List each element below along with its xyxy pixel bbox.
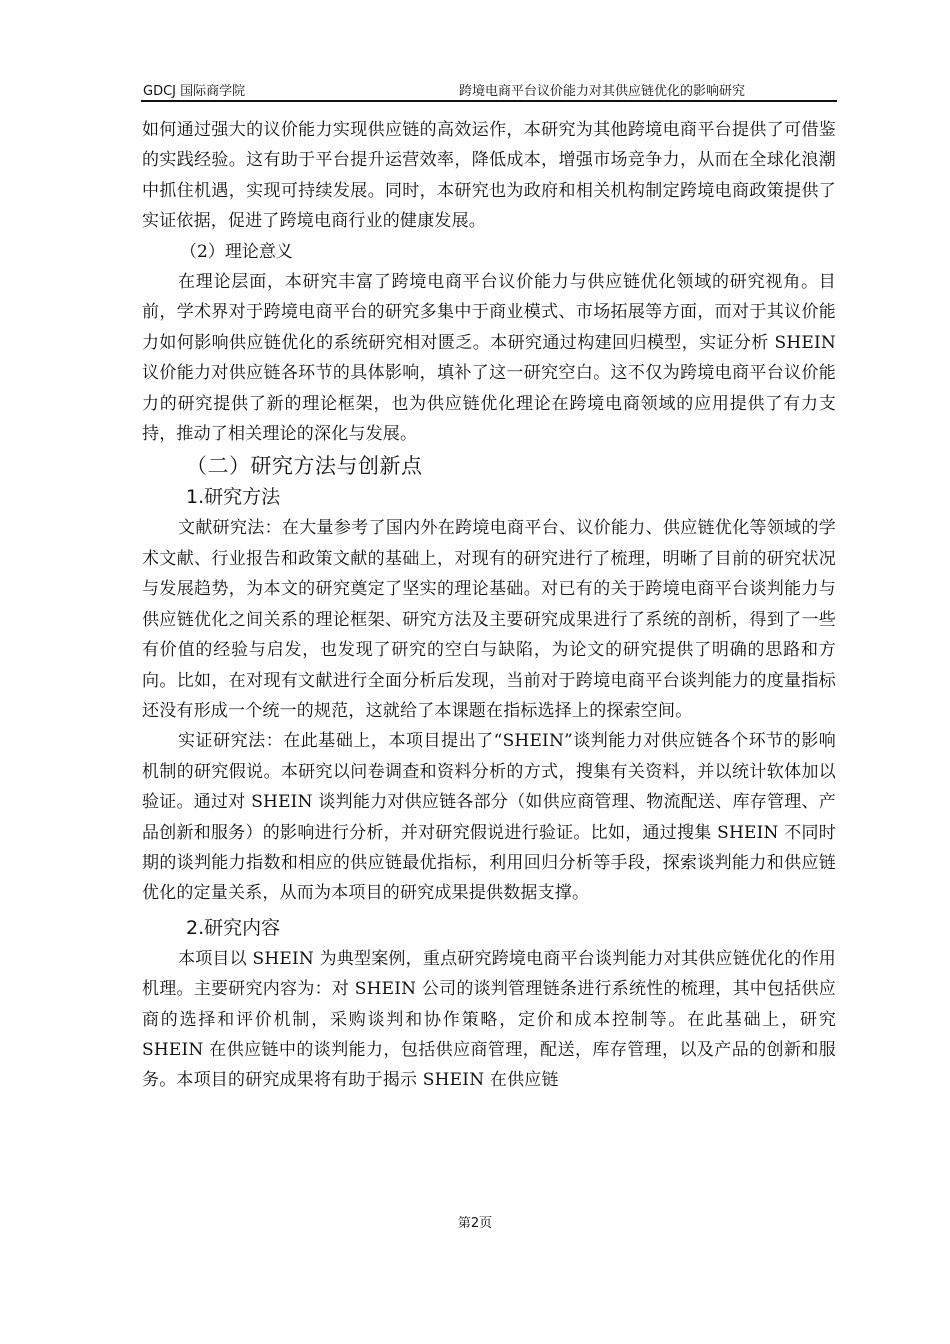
paragraph-empirical-research: 实证研究法：在此基础上，本项目提出了“SHEIN”谈判能力对供应链各个环节的影响机制的研究假说。本研究以问卷调查和资料分析的方式，搜集有关资料，并以统计软体加以验证。通过对 SHEIN 谈判能力对供应链各部分（如供应商管理、物流配送、库存管理、产品创新和服务）的影响进行分析，并对研究假说进行验证。比如，通过搜集 SHEIN 不同时期的谈判能力指数和相应的供应链最优指标，利用回归分析等手段，探索谈判能力和供应链优化的定量关系，从而为本项目的研究成果提供数据支撑。 [142,731,836,904]
header-paper-title: 跨境电商平台议价能力对其供应链优化的影响研究 [459,84,746,99]
page-number: 第2页 [457,1216,493,1231]
section-heading-methods-innovation: （二）研究方法与创新点 [186,454,423,479]
paragraph-research-content: 本项目以 SHEIN 为典型案例，重点研究跨境电商平台谈判能力对其供应链优化的作用机理。主要研究内容为：对 SHEIN 公司的谈判管理链条进行系统性的梳理，其中包括供应商的选择和评价机制，采购谈判和协作策略，定价和成本控制等。在此基础上，研究 SHEIN 在供应链中的谈判能力，包括供应商管理，配送，库存管理，以及产品的创新和服务。本项目的研究成果将有助于揭示 SHEIN 在供应链 [142,948,836,1091]
paragraph-literature-research: 文献研究法：在大量参考了国内外在跨境电商平台、议价能力、供应链优化等领域的学术文献、行业报告和政策文献的基础上，对现有的研究进行了梳理，明晰了目前的研究状况与发展趋势，为本文的研究奠定了坚实的理论基础。对已有的关于跨境电商平台谈判能力与供应链优化之间关系的理论框架、研究方法及主要研究成果进行了系统的剖析，得到了一些有价值的经验与启发，也发现了研究的空白与缺陷，为论文的研究提供了明确的思路和方向。比如，在对现有文献进行全面分析后发现，当前对于跨境电商平台谈判能力的度量指标还没有形成一个统一的规范，这就给了本课题在指标选择上的探索空间。 [142,518,836,721]
document-body [142,115,836,1096]
subsection-heading-research-methods: 1.研究方法 [186,486,281,509]
subsection-heading-research-content: 2.研究内容 [186,916,281,939]
header-institution: GDCJ 国际商学院 [143,84,246,99]
paragraph-practical-significance-continued: 如何通过强大的议价能力实现供应链的高效运作，本研究为其他跨境电商平台提供了可借鉴的实践经验。这有助于平台提升运营效率，降低成本，增强市场竞争力，从而在全球化浪潮中抓住机遇，实现可持续发展。同时，本研究也为政府和相关机构制定跨境电商政策提供了实证依据，促进了跨境电商行业的健康发展。 [142,120,836,232]
subheading-theoretical-significance: （2）理论意义 [180,241,293,262]
paragraph-theoretical-significance: 在理论层面，本研究丰富了跨境电商平台议价能力与供应链优化领域的研究视角。目前，学术界对于跨境电商平台的研究多集中于商业模式、市场拓展等方面，而对于其议价能力如何影响供应链优化的系统研究相对匮乏。本研究通过构建回归模型，实证分析 SHEIN 议价能力对供应链各环节的具体影响，填补了这一研究空白。这不仅为跨境电商平台议价能力的研究提供了新的理论框架，也为供应链优化理论在跨境电商领域的应用提供了有力支持，推动了相关理论的深化与发展。 [142,272,836,445]
header-divider [141,100,837,102]
page-header [141,78,837,100]
